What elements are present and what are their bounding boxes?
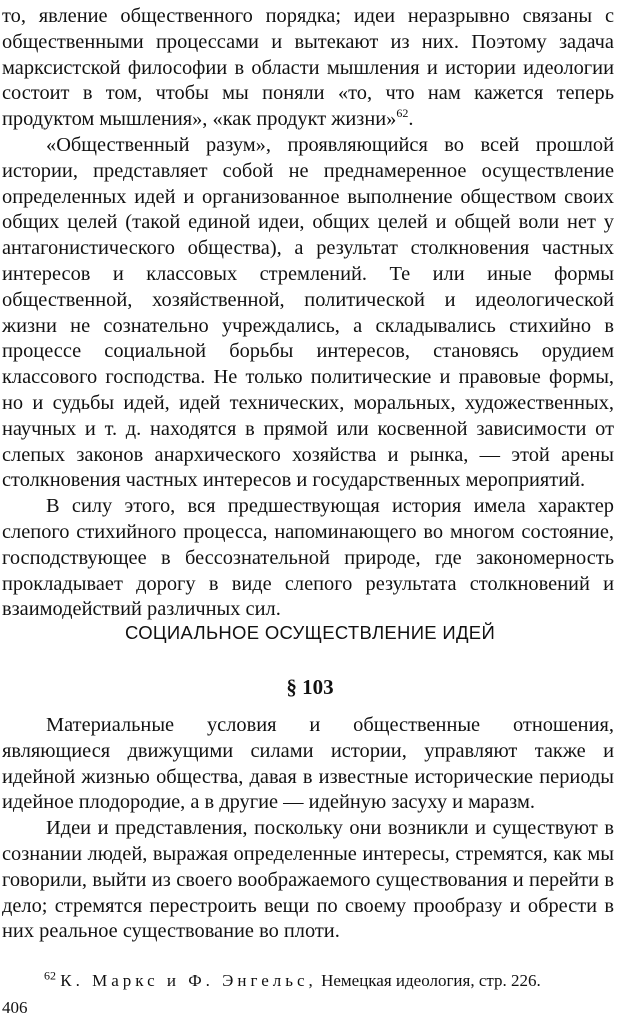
paragraph: Идеи и представления, поскольку они возникли и существуют в сознании людей, выражая определенные интересы, стремятся, как мы говорили, выйти из своего воображаемого существования и перейти в дело; стремятся перестроить вещи по своему прообразу и обрести в них реальное существование во плоти.: [2, 817, 614, 943]
page-number: 406: [2, 998, 28, 1017]
footnote-text: Немецкая идеология, стр. 226.: [321, 971, 541, 990]
paragraph-text: то, явление общественного порядка; идеи неразрывно связаны с общественными процессами и вытекают из них. Поэтому задача марксистской философии в области мышления и истории идеологии состоит в том, чтобы мы поняли «то, что нам кажется теперь продуктом мышления», «как продукт жизни»: [2, 5, 614, 131]
paragraph: «Общественный разум», проявляющийся во всей прошлой истории, представляет собой не преднамеренное осуществление определенных идей и организованное выполнение обществом своих общих целей (такой единой идеи, общих целей и общей воли нет у антагонистического общества), а результат столкновения частных интересов и классовых стремлений. Те или иные формы общественной, хозяйственной, политической и идеологической жизни не сознательно учреждались, а складывались стихийно в процессе социальной борьбы интересов, становясь орудием классового господства. Не только политические и правовые формы, но и судьбы идей, идей технических, моральных, художественных, научных и т. д. находятся в прямой или косвенной зависимости от слепых законов анархического хозяйства и рынка, — этой арены столкновения частных интересов и государственных мероприятий.: [2, 133, 614, 492]
section-heading: СОЦИАЛЬНОЕ ОСУЩЕСТВЛЕНИЕ ИДЕЙ: [124, 622, 496, 643]
footnote: [44, 970, 614, 992]
paragraph: В силу этого, вся предшествующая история имела характер слепого стихийного процесса, напоминающего во многом состояние, господствующее в бессознательной природе, где закономерность прокладывает дорогу в виде слепого результата столкновений и взаимодействий различных сил.: [2, 495, 614, 621]
footnote-marker: 62: [44, 968, 56, 983]
footnote-authors: К. Маркс и Ф. Энгельс,: [60, 971, 317, 990]
paragraph: Материальные условия и общественные отношения, являющиеся движущими силами истории, управляют также и идейной жизнью общества, давая в известные исторические периоды идейное плодородие, а в другие — идейную засуху и маразм.: [2, 714, 614, 814]
paragraph-continued: то, явление общественного порядка; идеи неразрывно связаны с общественными процессами и вытекают из них. Поэтому задача марксистской философии в области мышления и истории идеологии состоит в том, чтобы мы поняли «то, что нам кажется теперь продуктом мышления», «как продукт жизни»$^{62}$.: [2, 5, 614, 131]
body-text-upper: [2, 4, 614, 623]
footnote-reference: 62: [396, 106, 409, 121]
section-number: § 103: [286, 675, 334, 699]
body-text-lower: [2, 713, 614, 945]
